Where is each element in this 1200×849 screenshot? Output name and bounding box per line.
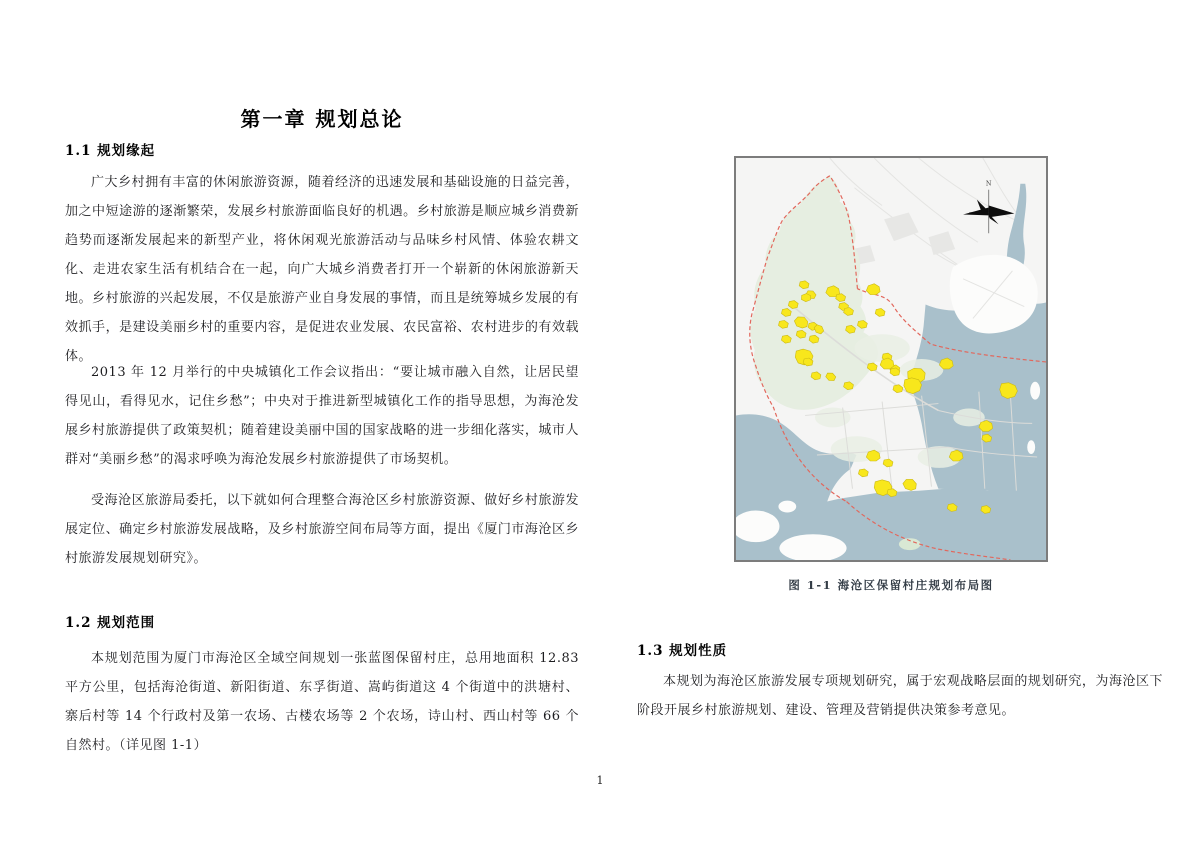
figure-1-1-caption: 图 1-1 海沧区保留村庄规划布局图 [788, 578, 994, 592]
chapter-title: 第一章 规划总论 [240, 107, 404, 131]
paragraph-1-3-1: 本规划为海沧区旅游发展专项规划研究，属于宏观战略层面的规划研究，为海沧区下阶段开展乡村旅游规划、建设、管理及营销提供决策参考意见。 [637, 674, 1163, 718]
section-heading-1-3: 1.3 规划性质 [637, 643, 728, 659]
paragraph-1-1-2: 2013 年 12 月举行的中央城镇化工作会议指出：“要让城市融入自然，让居民望得见山，看得见水，记住乡愁”；中央对于推进新型城镇化工作的指导思想，为海沧发展乡村旅游提供了政策契机；随着建设美丽中国的国家战略的进一步细化落实，城市人群对“美丽乡愁”的渴求呼唤为海沧发展乡村旅游提供了市场契机。 [65, 365, 579, 467]
page-number: 1 [596, 774, 604, 787]
paragraph-1-1-3: 受海沧区旅游局委托，以下就如何合理整合海沧区乡村旅游资源、做好乡村旅游发展定位、确定乡村旅游发展战略，及乡村旅游空间布局等方面，提出《厦门市海沧区乡村旅游发展规划研究》。 [65, 493, 579, 566]
preserved-villages-map [736, 158, 1046, 560]
section-heading-1-1: 1.1 规划缘起 [65, 143, 156, 159]
compass-north-label: N [985, 179, 992, 188]
section-heading-1-2: 1.2 规划范围 [65, 615, 156, 631]
figure-1-1-map [734, 156, 1048, 562]
paragraph-1-2-1: 本规划范围为厦门市海沧区全域空间规划一张蓝图保留村庄，总用地面积 12.83 平方公里，包括海沧街道、新阳街道、东孚街道、嵩屿街道这 4 个街道中的洪塘村、寨后村等 14 个行政村及第一农场、古楼农场等 2 个农场，诗山村、西山村等 66 个自然村。（详见图 1-1） [65, 651, 579, 753]
paragraph-1-1-1: 广大乡村拥有丰富的休闲旅游资源，随着经济的迅速发展和基础设施的日益完善，加之中短途游的逐渐繁荣，发展乡村旅游面临良好的机遇。乡村旅游是顺应城乡消费新趋势而逐渐发展起来的新型产业，将休闲观光旅游活动与品味乡村风情、体验农耕文化、走进农家生活有机结合在一起，向广大城乡消费者打开一个崭新的休闲旅游新天地。乡村旅游的兴起发展，不仅是旅游产业自身发展的事情，而且是统筹城乡发展的有效抓手，是建设美丽乡村的重要内容，是促进农业发展、农民富裕、农村进步的有效载体。 [65, 175, 579, 364]
